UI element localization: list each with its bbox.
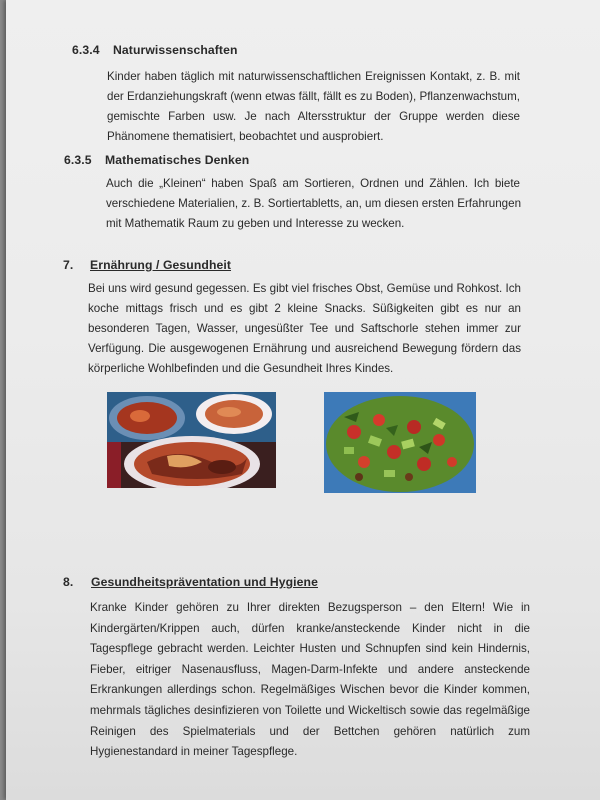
section-number: 7.: [63, 258, 74, 272]
text-line: verschiedene Materialien, z. B. Sortiertabletts, an, um diesen ersten Erfahrungen: [106, 197, 522, 210]
text-line: besonderen Tagen, Wasser, ungesüßter Tee und Saftschorle stehen immer zur: [88, 322, 521, 335]
vegetable-salad-photo: [324, 392, 476, 493]
section-heading-6-3-5: [64, 153, 250, 167]
text-line: Fieber, eitriger Nasenausfluss, Magen-Darm-Infekte und andere ansteckende: [90, 662, 530, 676]
section-title: Gesundheitspräventation und Hygiene: [91, 575, 318, 589]
section-heading-8: [63, 575, 318, 589]
document-page: [6, 0, 600, 800]
text-line: Auch die „Kleinen“ haben Spaß am Sortieren, Ordnen und Zählen. Ich biete: [106, 177, 520, 190]
text-line: der Erdanziehungskraft (wenn etwas fällt, fällt es zu Boden), Pflanzenwachstum,: [107, 90, 520, 103]
text-line: gemischte Farben usw. Je nach Altersstruktur der Gruppe werden diese: [107, 110, 520, 123]
text-line: Tagespflege gebracht werden. Leichter Husten und Schnupfen sind kein Hindernis,: [90, 642, 530, 656]
meal-plates-photo: [107, 392, 276, 488]
section-title: Mathematisches Denken: [105, 153, 250, 167]
section-text-6-3-4: [107, 67, 520, 147]
section-title: Naturwissenschaften: [113, 43, 238, 57]
text-line: Kranke Kinder gehören zu Ihrer direkten Bezugsperson – den Eltern! Wie in: [90, 601, 530, 614]
section-text-6-3-5: [106, 174, 520, 234]
section-heading-6-3-4: [72, 43, 238, 57]
section-text-8: [90, 598, 530, 763]
text-line: körperliche Wohlbefinden und die Gesundheit Ihres Kindes.: [88, 362, 394, 375]
text-line: Kinder haben täglich mit naturwissenschaftlichen Ereignissen Kontakt, z. B. mit: [107, 70, 520, 83]
text-line: Verfügung. Die ausgewogenen Ernährung und ausreichend Bewegung fördern das: [88, 342, 521, 355]
text-line: Hygienestandard in meiner Tagespflege.: [90, 745, 298, 759]
text-line: mit Mathematik Raum zu geben und Interesse zu wecken.: [106, 217, 405, 230]
section-number: 6.3.4: [72, 43, 100, 57]
section-number: 8.: [63, 575, 74, 589]
text-line: koche mittags frisch und es gibt 2 kleine Snacks. Süßigkeiten gibt es nur an: [88, 302, 521, 315]
text-line: Reinigen des Spielmaterials und der Bettchen gehören natürlich zum: [90, 724, 530, 738]
text-line: Bei uns wird gesund gegessen. Es gibt viel frisches Obst, Gemüse und Rohkost. Ich: [88, 282, 521, 295]
text-line: Phänomene thematisiert, beobachtet und ausprobiert.: [107, 130, 384, 143]
text-line: Kindergärten/Krippen auch, dürfen kranke/ansteckende Kinder nicht in die: [90, 621, 530, 635]
text-line: mehrmals tägliches desinfizieren von Toilette und Wickeltisch sowie das regelmäßige: [90, 703, 530, 717]
section-text-7: [88, 279, 521, 379]
text-line: Erkrankungen allerdings schon. Regelmäßiges Wischen bevor die Kinder kommen,: [90, 683, 530, 697]
section-title: Ernährung / Gesundheit: [90, 258, 232, 272]
section-number: 6.3.5: [64, 153, 92, 167]
section-heading-7: [63, 258, 232, 272]
